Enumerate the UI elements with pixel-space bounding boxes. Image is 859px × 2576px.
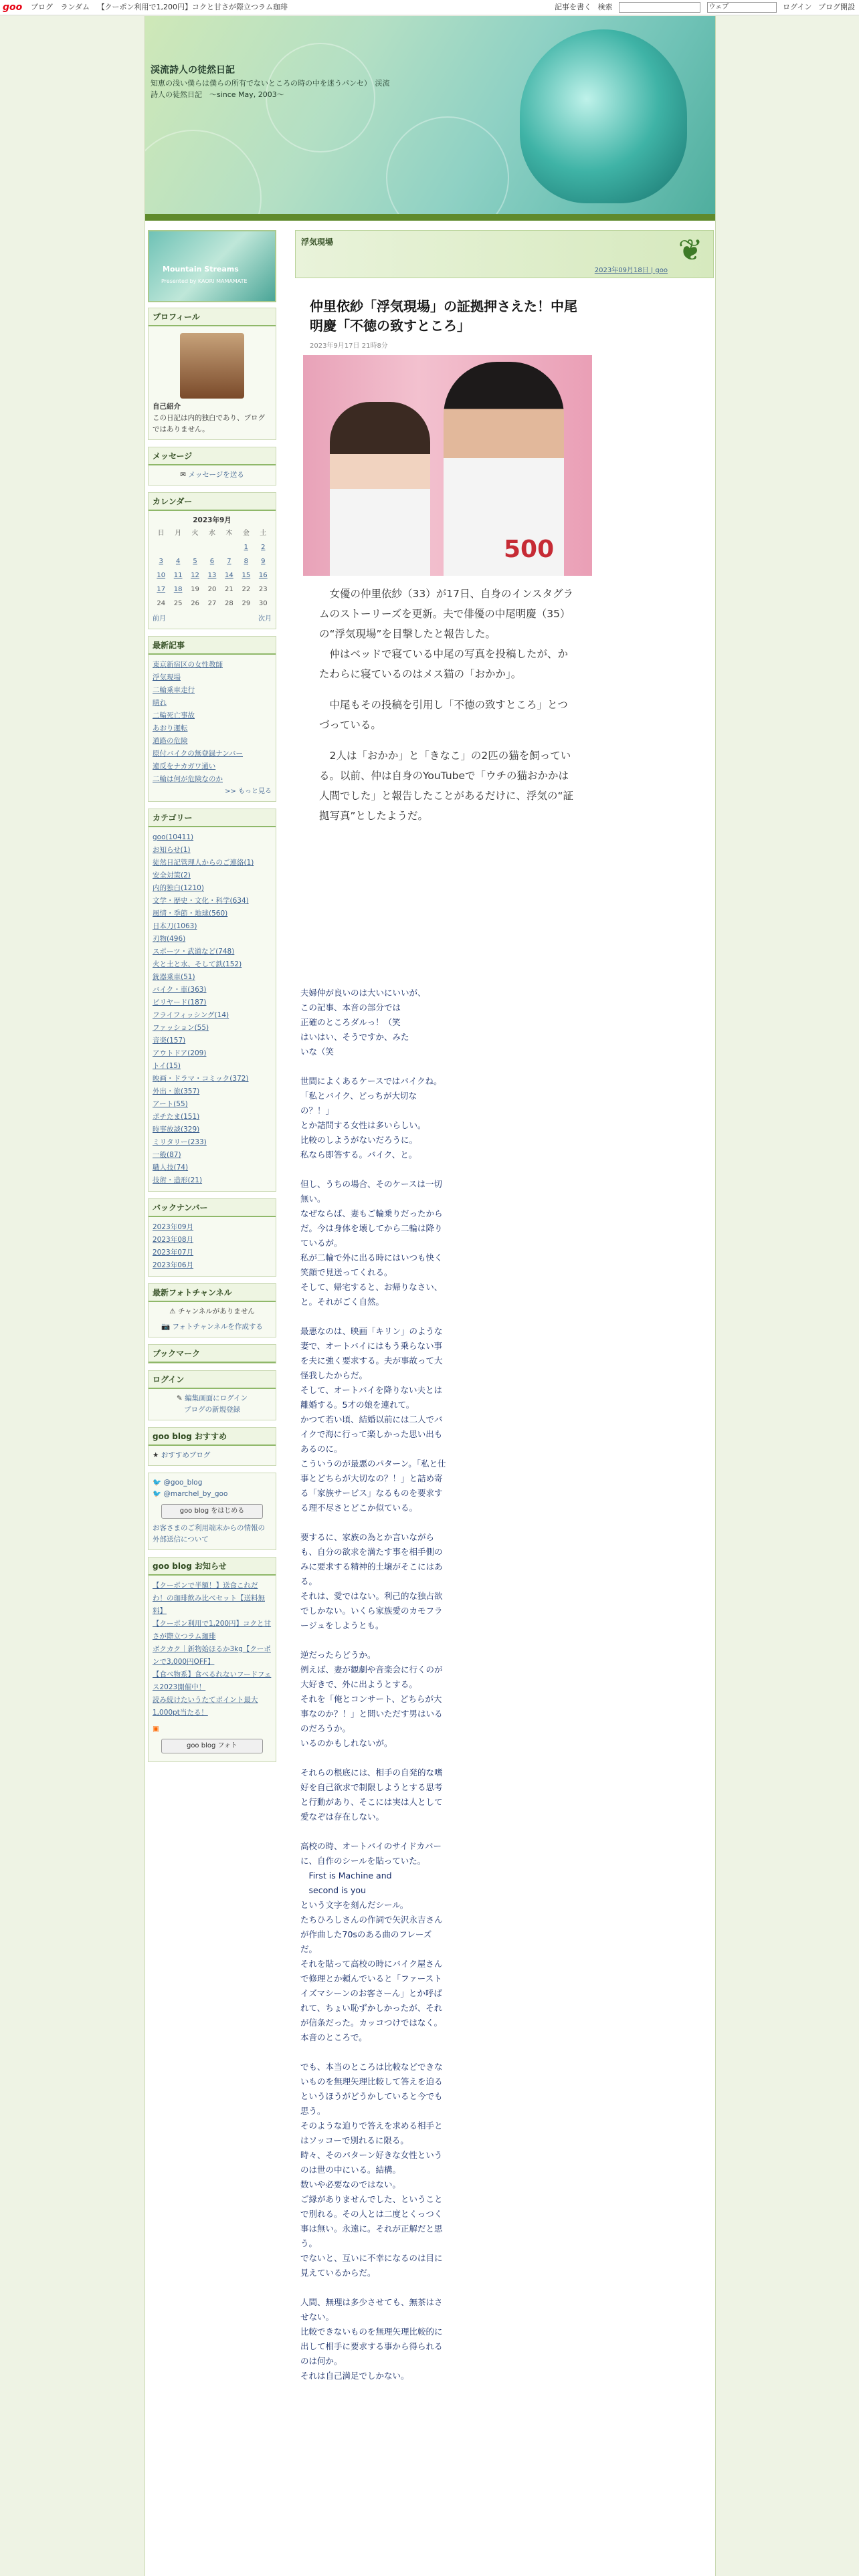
category-link[interactable]: バイク・車(363) — [153, 986, 207, 994]
calendar-prev-link[interactable]: 前月 — [153, 615, 166, 623]
warning-icon: ⚠ — [169, 1307, 176, 1315]
recent-post-link[interactable]: 二輪乗車走行 — [153, 686, 195, 694]
header-divider — [145, 214, 715, 221]
search-input[interactable] — [619, 2, 700, 13]
weekday: 水 — [208, 530, 215, 537]
calendar-day — [153, 540, 169, 554]
calendar-day — [169, 540, 186, 554]
goo-photo-button[interactable]: goo blog フォト — [161, 1739, 263, 1753]
goo-logo[interactable]: goo — [3, 2, 23, 13]
photo-shirt-number: 500 — [504, 536, 555, 563]
calendar-day[interactable]: 13 — [207, 572, 217, 579]
category-link[interactable]: ポチたま(151) — [153, 1113, 200, 1121]
send-message-link[interactable]: メッセージを送る — [188, 471, 244, 479]
pencil-icon: ✎ — [176, 1394, 183, 1402]
lead-paragraph: 女優の仲里依紗（33）が17日、自身のインスタグラムのストーリーズを更新。夫で俳優の中尾明慶（35）の“浮気現場”を目撃したと報告した。 仲はベッドで寝ている中尾の写真を投稿したが、かたわらに寝ているのはメス猫の「おかか」。 — [319, 588, 573, 680]
external-info-link[interactable]: お客さまのご利用端末からの情報の外部送信について — [153, 1524, 265, 1543]
leaf-ornament-icon: ❦ — [678, 233, 703, 267]
category-link[interactable]: 安全対策(2) — [153, 871, 191, 879]
body-paragraph: 世間によくあるケースではバイクね。 「私とバイク、どっちが大切なの？！」 とか詰問する女性は多いらしい。 比較のしようがないだろうに。 私なら即答する。バイク、と。 — [300, 1076, 442, 1160]
body-paragraph: 最悪なのは、映画「キリン」のような妻で、オートバイにはもう乗らない事を夫に強く要求する。夫が事故って大怪我したからだ。 そして、オートバイを降りない夫とは離婚する。5才の娘を連れて。 かつて若い頃、結婚以前には二人でバイクで海に行って楽しかった思い出もあるのに。 こういうのが最悪のパターン。「私と仕事とどちらが大切なの？！」と詰め寄る「家族サービス」なるものを要求する理不尽さとどこか似ている。 — [300, 1326, 446, 1513]
category-link[interactable]: お知らせ(1) — [153, 846, 191, 854]
social-box — [148, 1473, 276, 1550]
calendar-day: 30 — [258, 600, 268, 607]
weekday: 月 — [175, 530, 182, 537]
calendar-day[interactable]: 12 — [191, 572, 199, 579]
blog-description: 知恵の浅い僕らは僕らの所有でないところの時の中を迷うパンセ） 渓流詩人の徒然日記 〜since May, 2003〜 — [151, 79, 390, 99]
weekday: 日 — [157, 530, 165, 537]
recent-post-link[interactable]: 二輪は何が危険なのか — [153, 775, 223, 783]
backnumber-link[interactable]: 2023年09月 — [153, 1223, 194, 1231]
category-link[interactable]: ビリヤード(187) — [153, 998, 207, 1006]
sidebar-banner — [148, 230, 276, 302]
mail-icon: ✉ — [180, 471, 187, 479]
nav-random[interactable]: ランダム — [60, 3, 90, 11]
article-title: 仲里依紗「浮気現場」の証拠押さえた！中尾明慶「不徳の致すところ」 — [310, 298, 577, 334]
category-link[interactable]: 徒然日記管理人からのご連絡(1) — [153, 859, 254, 867]
sidebar — [148, 230, 276, 1769]
category-link[interactable]: ミリタリー(233) — [153, 1138, 207, 1146]
pattern-ornament — [386, 116, 509, 214]
photo-channel-heading: 最新フォトチャンネル — [149, 1284, 276, 1302]
banner-title: Mountain Streams — [163, 265, 239, 274]
news-heading: goo blog お知らせ — [149, 1558, 276, 1576]
recent-posts-heading: 最新記事 — [149, 637, 276, 655]
calendar-day — [221, 540, 237, 554]
category-link[interactable]: 外出・旅(357) — [153, 1087, 200, 1095]
recommend-box — [148, 1427, 276, 1466]
calendar-day[interactable]: 7 — [227, 558, 231, 565]
body-paragraph: 要するに、家族の為とか言いながらも、自分の欲求を満たす事を相手側のみに要求する精神的土壌がそこにはある。 それは、愛ではない。利己的な独占欲でしかない。いくら家族愛のカモフラージュをしようとも。 — [300, 1532, 443, 1630]
news-box — [148, 1557, 276, 1762]
calendar-next-link[interactable]: 次月 — [258, 615, 272, 623]
calendar-day: 29 — [242, 600, 251, 607]
news-link[interactable]: ボクカク｜新物始ほるか3kg【クーポンで3,000円OFF】 — [153, 1645, 271, 1666]
no-channel-text: チャンネルがありません — [177, 1307, 255, 1315]
calendar-month: 2023年9月 — [193, 516, 231, 524]
category-box — [148, 809, 276, 1192]
entry-header — [295, 230, 714, 278]
recent-post-link[interactable]: 浮気現場 — [153, 673, 181, 681]
category-link[interactable]: 職人技(74) — [153, 1164, 189, 1172]
recent-post-link[interactable]: 東京新宿区の女性教師 — [153, 661, 223, 669]
category-link[interactable]: フライフィッシング(14) — [153, 1011, 229, 1019]
calendar-day[interactable]: 17 — [157, 586, 166, 593]
body-paragraph: 逆だったらどうか。 例えば、妻が観劇や音楽会に行くのが大好きで、外に出ようとする。 それを「俺とコンサート、どちらが大事なのか？！」と問いただす男はいるのだろうか。 いるのかもしれないが。 — [300, 1650, 443, 1748]
category-link[interactable]: 火と土と水、そして鉄(152) — [153, 960, 242, 968]
calendar-day: 27 — [207, 600, 217, 607]
news-link[interactable]: 【食べ物系】食べるれないフードフェス2023開催中！ — [153, 1671, 272, 1691]
recent-post-link[interactable]: 二輪死亡事故 — [153, 712, 195, 720]
open-blog-link[interactable]: ブログ開設 — [818, 3, 855, 11]
nav-promo[interactable]: 【クーポン利用で1,200円】コクと甘さが際立つラム珈琲 — [97, 3, 288, 11]
category-link[interactable]: トイ(15) — [153, 1062, 181, 1070]
blog-header — [145, 16, 715, 214]
profile-text: この日記は内的独白であり、ブログではありません。 — [153, 414, 265, 433]
photo-woman — [330, 402, 430, 576]
more-posts-link[interactable]: >> もっと見る — [225, 788, 272, 795]
twitter-link[interactable]: @goo_blog — [163, 1479, 203, 1487]
goo-top-bar — [0, 0, 859, 15]
article-photo — [303, 355, 592, 576]
calendar-day: 21 — [225, 586, 233, 593]
banner-credit: Presented by KAORI MAMAMATE — [161, 278, 248, 284]
category-link[interactable]: ファッション(55) — [153, 1024, 209, 1032]
calendar-day[interactable]: 15 — [242, 572, 251, 579]
calendar-day[interactable]: 16 — [258, 572, 268, 579]
recent-post-link[interactable]: 晴れ — [153, 699, 167, 707]
profile-label: 自己紹介 — [153, 403, 181, 411]
category-link[interactable]: アウトドア(209) — [153, 1049, 207, 1057]
body-paragraph: 但し、うちの場合、そのケースは一切無い。 なぜならば、妻もご輪乗りだったからだ。今は身体を壊してから二輪は降りているが。 私が二輪で外に出る時にはいつも快く笑顔で見送ってくれる。 そして、帰宅すると、お帰りなさい、と。それがごく自然。 — [300, 1179, 443, 1307]
calendar-day: 23 — [258, 586, 268, 593]
calendar-day: 24 — [157, 600, 166, 607]
edit-login-link[interactable]: 編集画面にログイン — [185, 1394, 248, 1402]
recommend-heading: goo blog おすすめ — [149, 1428, 276, 1446]
top-nav — [31, 0, 293, 15]
category-link[interactable]: 文学・歴史・文化・科学(634) — [153, 897, 249, 905]
weekday: 火 — [191, 530, 199, 537]
write-article-link[interactable]: 記事を書く — [555, 3, 592, 11]
camera-icon: 📷 — [161, 1323, 171, 1331]
main-content — [295, 230, 712, 2381]
backnumber-link[interactable]: 2023年06月 — [153, 1261, 194, 1269]
message-heading: メッセージ — [149, 447, 276, 465]
calendar-day[interactable]: 5 — [193, 558, 197, 565]
calendar-box — [148, 492, 276, 629]
body-paragraph: 人間、無理は多少させても、無茶はさせない。 比較できないものを無理矢理比較的に出して相手に要求する事から得られるのは何か。 それは自己満足でしかない。 — [300, 2297, 443, 2381]
login-link[interactable]: ログイン — [783, 3, 812, 11]
header-glass-image — [520, 29, 687, 203]
calendar-day: 26 — [191, 600, 199, 607]
calendar-day[interactable]: 10 — [157, 572, 166, 579]
body-paragraph: それらの根底には、相手の自発的な嗜好を自己欲求で制限しようとする思考と行動があり、そこには実は人として愛なぞは存在しない。 — [300, 1767, 443, 1822]
category-link[interactable]: 刃物(496) — [153, 935, 186, 943]
message-box — [148, 447, 276, 486]
login-box — [148, 1370, 276, 1420]
recent-post-link[interactable]: 原付バイクの無登録ナンバー — [153, 750, 244, 758]
backnumber-heading: バックナンバー — [149, 1199, 276, 1217]
recent-post-link[interactable]: 違反をナカガワ通い — [153, 762, 216, 770]
news-link[interactable]: 読み続けたいうたてポイント最大1,000pt当たる！ — [153, 1696, 258, 1717]
category-link[interactable]: 時事放談(329) — [153, 1125, 200, 1134]
category-link[interactable]: 風情・季節・地球(560) — [153, 909, 228, 918]
calendar-day — [203, 540, 220, 554]
profile-image — [180, 333, 244, 399]
calendar-day[interactable]: 18 — [173, 586, 183, 593]
search-label: 検索 — [597, 3, 613, 11]
calendar-day[interactable]: 14 — [225, 572, 233, 579]
twitter-link[interactable]: @marchel_by_goo — [163, 1490, 228, 1498]
photo-channel-box — [148, 1283, 276, 1337]
calendar-heading: カレンダー — [149, 493, 276, 511]
blog-frame — [145, 16, 716, 2576]
calendar-day — [187, 540, 203, 554]
weekday: 木 — [225, 530, 233, 537]
blog-title[interactable]: 渓流詩人の徒然日記 — [151, 65, 235, 76]
category-link[interactable]: スポーツ・武道など(748) — [153, 948, 235, 956]
body-paragraph: 夫婦仲が良いのは大いにいいが、 この記事、本音の部分では 正確のところダルっ！（笑 はいはい、そうですか、みた いな（笑 — [300, 988, 426, 1057]
article-lead — [319, 584, 576, 826]
category-link[interactable]: 音楽(157) — [153, 1037, 186, 1045]
calendar-day[interactable]: 2 — [261, 544, 266, 551]
calendar-day: 28 — [225, 600, 233, 607]
pattern-ornament — [145, 130, 262, 214]
entry-date[interactable]: 2023年09月18日 | goo — [594, 267, 668, 274]
news-link[interactable]: 【クーポン利用で1,200円】コクと甘さが際立つラム珈琲 — [153, 1620, 272, 1640]
category-link[interactable]: 技術・造形(21) — [153, 1176, 203, 1184]
backnumber-link[interactable]: 2023年08月 — [153, 1236, 194, 1244]
category-link[interactable]: 銃器乗車(51) — [153, 973, 195, 981]
rss-icon[interactable]: ▣ — [153, 1725, 159, 1733]
entry-category[interactable]: 浮気現場 — [301, 237, 334, 247]
bookmark-heading: ブックマーク — [149, 1345, 276, 1363]
calendar-day[interactable]: 1 — [244, 544, 248, 551]
recent-post-link[interactable]: 道路の危険 — [153, 737, 188, 745]
calendar-day: 25 — [173, 600, 183, 607]
twitter-icon: 🐦 — [153, 1479, 162, 1487]
login-heading: ログイン — [149, 1371, 276, 1389]
calendar-day: 19 — [191, 586, 199, 593]
recent-posts-box — [148, 636, 276, 802]
weekday: 土 — [260, 530, 267, 537]
star-icon: ★ — [153, 1451, 159, 1459]
search-scope-select[interactable]: ウェブ — [707, 2, 777, 13]
quoted-article — [303, 297, 592, 837]
bookmark-box — [148, 1344, 276, 1364]
calendar-day[interactable]: 3 — [159, 558, 163, 565]
category-link[interactable]: 一般(87) — [153, 1151, 181, 1159]
calendar-day[interactable]: 8 — [244, 558, 248, 565]
article-time: 2023年9月17日 21時8分 — [310, 342, 388, 350]
calendar-day: 22 — [242, 586, 251, 593]
top-right-tools — [551, 0, 855, 15]
nav-blog[interactable]: ブログ — [31, 3, 53, 11]
category-heading: カテゴリー — [149, 809, 276, 827]
calendar-day[interactable]: 11 — [173, 572, 183, 579]
weekday: 金 — [242, 530, 250, 537]
backnumber-box — [148, 1198, 276, 1277]
category-link[interactable]: goo(10411) — [153, 833, 194, 841]
calendar-day[interactable]: 9 — [261, 558, 266, 565]
create-photo-channel-link[interactable]: フォトチャンネルを作成する — [172, 1323, 263, 1331]
calendar-day[interactable]: 4 — [175, 558, 181, 565]
news-link[interactable]: 【クーポンで半額！】送食これだわ！の珈琲飲み比べセット【送料無料】 — [153, 1582, 265, 1615]
category-link[interactable]: 映画・ドラマ・コミック(372) — [153, 1075, 249, 1083]
body-paragraph: でも、本当のところは比較などできないものを無理矢理比較して答えを迫るというほうがどうかしていると今でも思う。 そのような迫りで答えを求める相手とはソッコーで別れるに限る。 時々、そのパターン好きな女性というのは世の中にいる。結構。 数いや必要なのではない。 ご縁がありませんでした、ということで別れる。その人とは二度とくっつく事は無い。永遠に。それが正解だと思う。 でないと、互いに不幸になるのは目に見えているからだ。 — [300, 2062, 443, 2278]
lead-paragraph: 中尾もその投稿を引用し「不徳の致すところ」とつづっている。 — [319, 699, 568, 731]
profile-box — [148, 308, 276, 440]
calendar-day[interactable]: 6 — [209, 558, 215, 565]
backnumber-link[interactable]: 2023年07月 — [153, 1249, 194, 1257]
calendar-day: 20 — [207, 586, 217, 593]
start-goo-blog-button[interactable]: goo blog をはじめる — [161, 1504, 263, 1519]
twitter-icon: 🐦 — [153, 1490, 162, 1498]
register-blog-link[interactable]: ブログの新規登録 — [184, 1406, 240, 1414]
lead-paragraph: 2人は「おかか」と「きなこ」の2匹の猫を飼っている。以前、仲は自身のYouTubeで「ウチの猫おかかは人間でした」と報告したことがあるだけに、浮気の“証拠写真”としたようだ。 — [319, 750, 574, 822]
entry-body — [300, 986, 448, 2398]
body-paragraph: 高校の時、オートバイのサイドカバーに、自作のシールを貼っていた。 First is Machine and second is you という文字を刻んだシール。 たちひろしさんの作詞で矢沢永吉さんが作曲した70sのある曲のフレーズだ。 それを貼って高校の時にバイク屋さんで修理とか頼んでいると「ファーストイズマシーンのお客さーん」とか呼ばれて、ちょい恥ずかしかったが、それが信条だった。カッコつけではなく。本音のところで。 — [300, 1841, 443, 2042]
category-link[interactable]: 日本刀(1063) — [153, 922, 197, 930]
profile-heading: プロフィール — [149, 308, 276, 326]
recommend-link[interactable]: おすすめブログ — [161, 1451, 211, 1459]
category-link[interactable]: アート(55) — [153, 1100, 188, 1108]
recent-post-link[interactable]: あおり運転 — [153, 724, 188, 732]
category-link[interactable]: 内的独白(1210) — [153, 884, 204, 892]
calendar-table — [153, 526, 272, 611]
